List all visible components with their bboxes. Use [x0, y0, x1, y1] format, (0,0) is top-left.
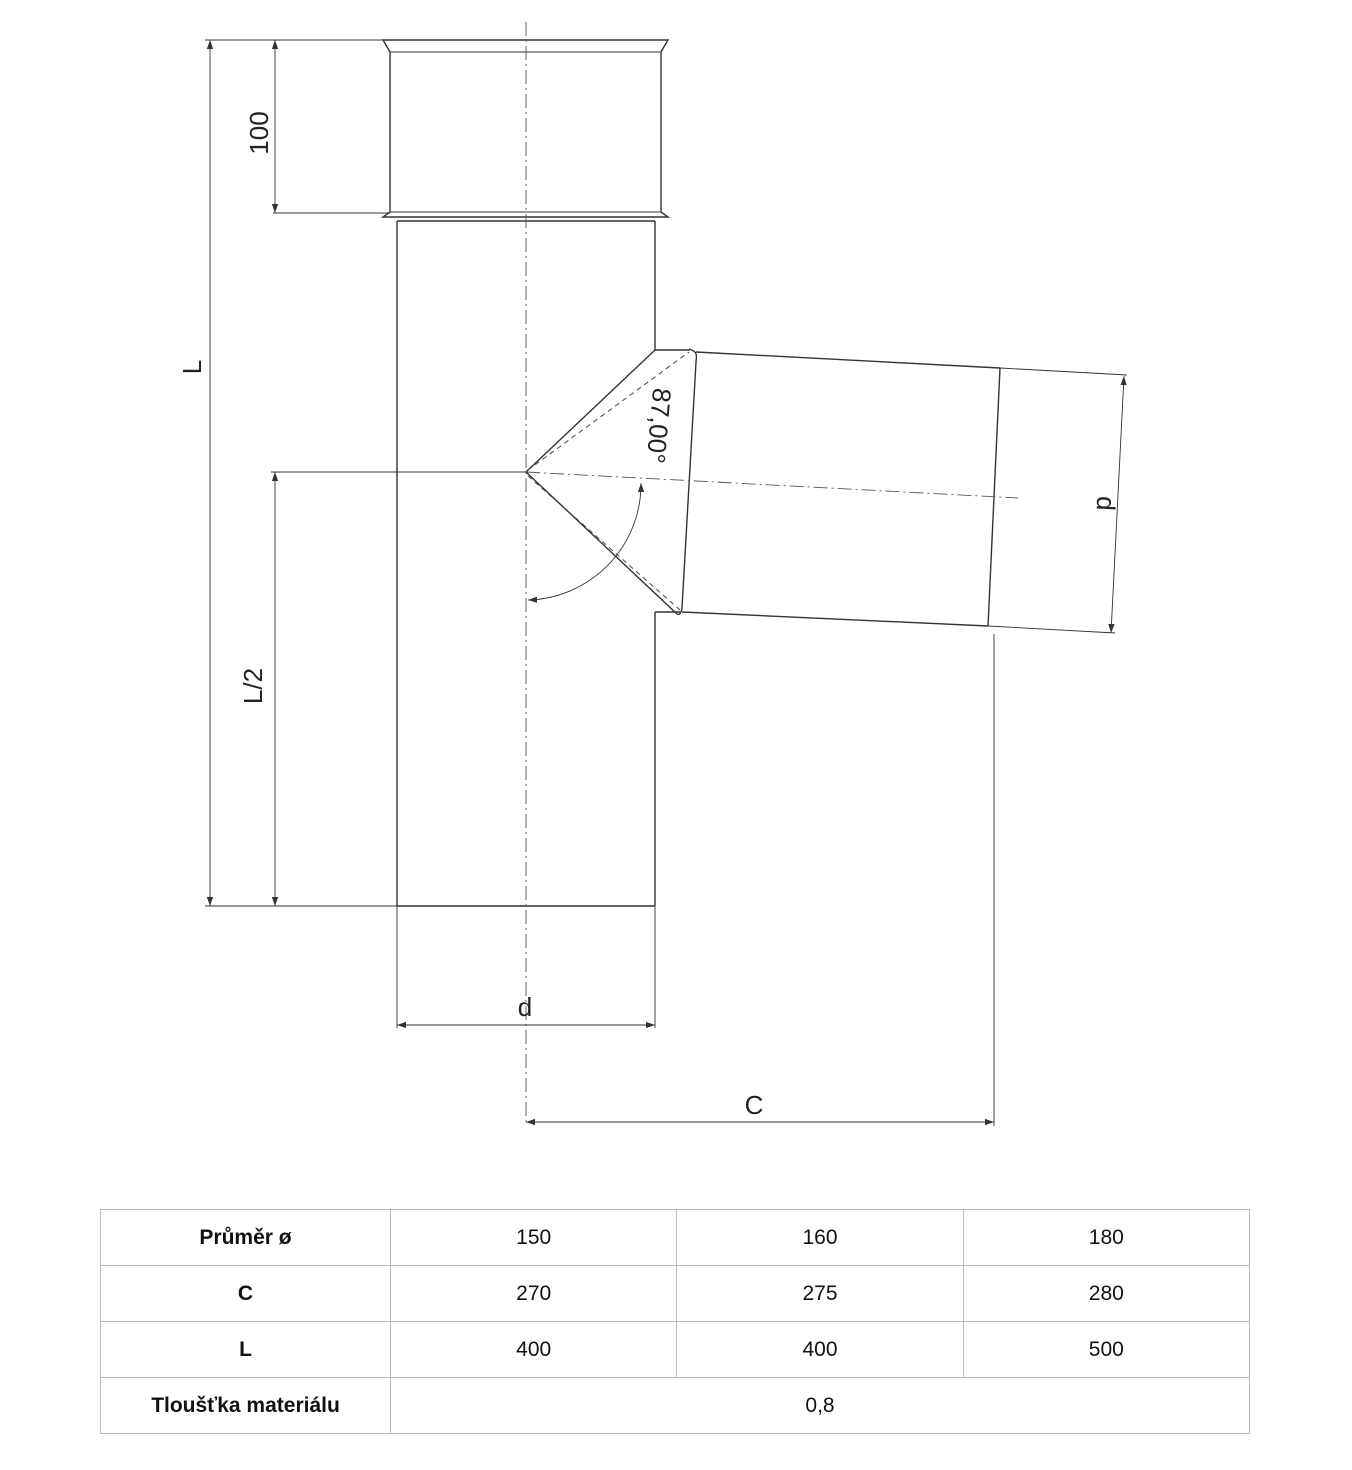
dim-main-d-label: d [517, 992, 533, 1022]
dim-branch-d-label: d [1090, 495, 1122, 512]
table-cell: 400 [391, 1322, 677, 1378]
table-cell: 0,8 [391, 1378, 1250, 1434]
table-row [101, 1322, 1250, 1378]
angle-label: 87,00° [640, 386, 678, 465]
table-cell: 160 [677, 1210, 963, 1266]
table-cell: 400 [677, 1322, 963, 1378]
row-label: C [101, 1266, 391, 1322]
table-row [101, 1210, 1250, 1266]
dim-socket-label: 100 [244, 111, 274, 155]
table-row [101, 1266, 1250, 1322]
dim-total-label: L [177, 359, 207, 375]
table-cell: 275 [677, 1266, 963, 1322]
row-label: Tloušťka materiálu [101, 1378, 391, 1434]
table-cell: 150 [391, 1210, 677, 1266]
dim-half-label: L/2 [238, 667, 268, 705]
table-cell: 500 [963, 1322, 1249, 1378]
dim-c-label: C [744, 1090, 764, 1120]
table-cell: 180 [963, 1210, 1249, 1266]
branch-pipe [526, 349, 1018, 626]
main-pipe [383, 22, 668, 1125]
table-cell: 270 [391, 1266, 677, 1322]
dimension-table [100, 1209, 1250, 1434]
table-row [101, 1378, 1250, 1434]
dimensions [205, 40, 1127, 1126]
table-cell: 280 [963, 1266, 1249, 1322]
row-label: L [101, 1322, 391, 1378]
row-label: Průměr ø [101, 1210, 391, 1266]
